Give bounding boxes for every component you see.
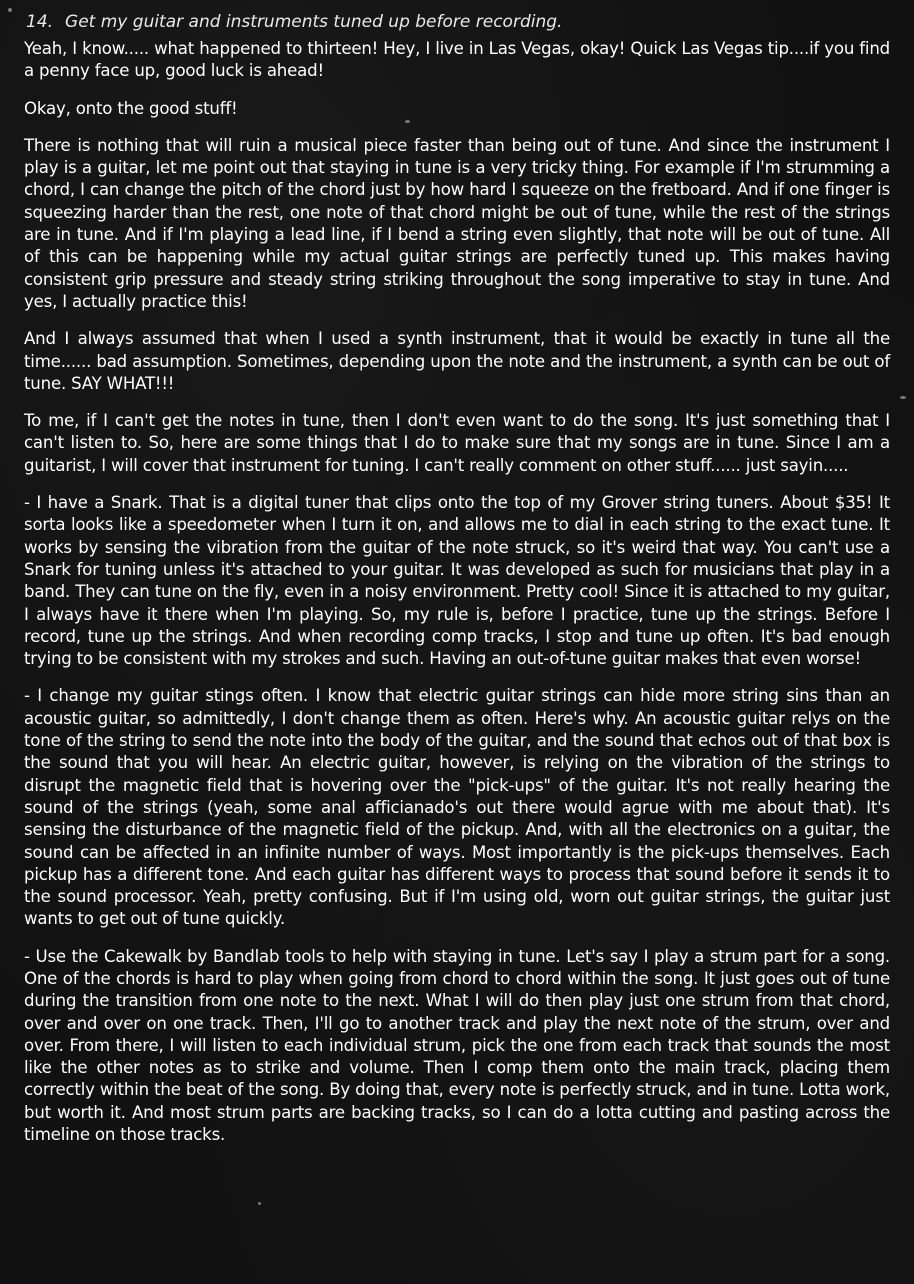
paragraph-synth: And I always assumed that when I used a synth instrument, that it would be exactly in tune all the time...... bad assumption. Sometimes, depending upon the note and the instrument, a synth can be out of tune. SAY WHAT!!! [24,329,890,393]
dust-speck [900,396,906,399]
paragraph-transition: Okay, onto the good stuff! [24,98,238,118]
dust-speck [258,1202,261,1205]
paragraph-tuning-intro: To me, if I can't get the notes in tune, then I don't even want to do the song. It's just something that I can't listen to. So, here are some things that I do to make sure that my songs are in tune. Since I am a guitarist, I will cover that instrument for tuning. I can't really comment on other stuff...... just sayin..... [24,411,890,475]
paragraph-intro: Yeah, I know..... what happened to thirteen! Hey, I live in Las Vegas, okay! Quick Las Vegas tip....if you find a penny face up, good luck is ahead! [24,39,890,81]
dust-speck [8,8,12,12]
dust-speck [405,120,410,123]
paragraph-snark: - I have a Snark. That is a digital tuner that clips onto the top of my Grover string tuners. About $35! It sorta looks like a speedometer when I turn it on, and allows me to dial in each string to the exact tune. It works by sensing the vibration from the guitar of the note struck, so it's weird that way. You can't use a Snark for tuning unless it's attached to your guitar. It was developed as such for musicians that play in a band. They can tune on the fly, even in a noisy environment. Pretty cool! Since it is attached to my guitar, I always have it there when I'm playing. So, my rule is, before I practice, tune up the strings. Before I record, tune up the strings. And when recording comp tracks, I stop and tune up often. It's bad enough trying to be consistent with my strokes and such. Having an out-of-tune guitar makes that even worse! [24,493,890,669]
paragraph-cakewalk: - Use the Cakewalk by Bandlab tools to help with staying in tune. Let's say I play a strum part for a song. One of the chords is hard to play when going from chord to chord within the song. It just goes out of tune during the transition from one note to the next. What I will do then play just one strum from that chord, over and over on one track. Then, I'll go to another track and play the next note of the strum, over and over. From there, I will listen to each individual strum, pick the one from each track that sounds the most like the other notes as to strike and volume. Then I comp them onto the main track, placing them correctly within the beat of the song. By doing that, every note is perfectly struck, and in tune. Lotta work, but worth it. And most strum parts are backing tracks, so I can do a lotta cutting and pasting across the timeline on those tracks. [24,946,890,1145]
paragraph-strings: - I change my guitar stings often. I know that electric guitar strings can hide more string sins than an acoustic guitar, so admittedly, I don't change them as often. Here's why. An acoustic guitar relys on the tone of the string to send the note into the body of the guitar, and the sound that echos out of that box is the sound that you will hear. An electric guitar, however, is relying on the vibration of the strings to disrupt the magnetic field that is hovering over the "pick-ups" of the guitar. It's not really hearing the sound of the strings (yeah, some anal afficianado's out there would agrue with me about that). It's sensing the disturbance of the magnetic field of the pickup. And, with all the electronics on a guitar, the sound can be affected in an infinite number of ways. Most importantly is the pick-ups themselves. Each pickup has a different tone. And each guitar has different ways to process that sound before it sends it to the sound processor. Yeah, pretty confusing. But if I'm using old, worn out guitar strings, the guitar just wants to get out of tune quickly. [24,686,890,929]
section-heading [24,10,890,34]
section-number: 14. [26,12,54,32]
paragraph-out-of-tune: There is nothing that will ruin a musical piece faster than being out of tune. And since the instrument I play is a guitar, let me point out that staying in tune is a very tricky thing. For example if I'm strumming a chord, I can change the pitch of the chord just by how hard I squeeze on the fretboard. And if one finger is squeezing harder than the rest, one note of that chord might be out of tune, while the rest of the strings are in tune. And if I'm playing a lead line, if I bend a string even slightly, that note will be out of tune. All of this can be happening while my actual guitar strings are perfectly tuned up. This makes having consistent grip pressure and steady string striking throughout the song imperative to stay in tune. And yes, I actually practice this! [24,135,890,311]
section-title: Get my guitar and instruments tuned up before recording. [65,12,563,32]
